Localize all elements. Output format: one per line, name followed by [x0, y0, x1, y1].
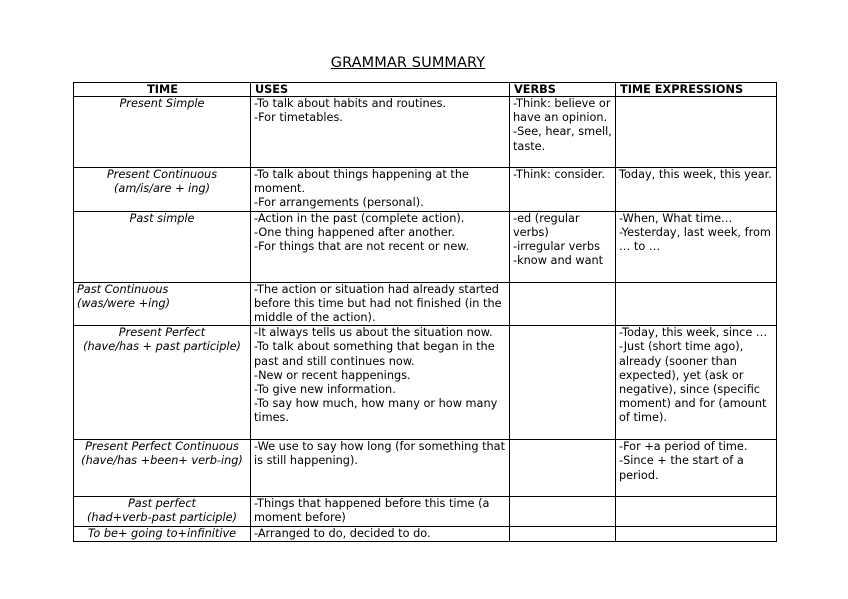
verbs-cell [510, 168, 616, 212]
tense-line: Past Continuous [77, 282, 169, 296]
cell-line: -To talk about things happening at the moment. [254, 168, 469, 196]
cell-line: -Arranged to do, decided to do. [254, 526, 431, 540]
tense-cell [74, 211, 251, 282]
time-expressions-cell [616, 97, 777, 168]
cell-line: -know and want [513, 254, 604, 268]
cell-line: -It always tells us about the situation now. [254, 326, 493, 340]
cell-line: -See, hear, smell, taste. [513, 125, 612, 153]
header-time-expressions: TIME EXPRESSIONS [616, 83, 777, 97]
tense-line: (had+verb-past participle) [87, 511, 237, 525]
uses-cell [251, 440, 510, 497]
time-expressions-cell [616, 282, 777, 326]
table-row [74, 326, 777, 440]
cell-line: -Yesterday, last week, from … to … [619, 225, 771, 254]
cell-line: -Action in the past (complete action). [254, 211, 465, 225]
grammar-table [73, 82, 777, 542]
cell-line: -To say how much, how many or how many times. [254, 397, 498, 425]
cell-line: -Think: believe or have an opinion. [513, 97, 611, 125]
cell-line: -For timetables. [254, 111, 343, 125]
cell-line: -For things that are not recent or new. [254, 240, 470, 254]
tense-line: To be+ going to+infinitive [87, 526, 237, 540]
table-row [74, 440, 777, 497]
verbs-cell [510, 97, 616, 168]
cell-line: -Today, this week, since … [619, 326, 768, 340]
verbs-cell [510, 326, 616, 440]
tense-cell [74, 497, 251, 526]
time-expressions-cell [616, 211, 777, 282]
cell-line: -Since + the start of a period. [619, 454, 744, 482]
tense-line: (was/were +ing) [77, 296, 170, 310]
header-uses: USES [251, 83, 510, 97]
cell-line: -The action or situation had already started before this time but had not finished (in the middle of the action). [254, 282, 502, 325]
table-row [74, 97, 777, 168]
tense-cell [74, 440, 251, 497]
time-expressions-cell [616, 526, 777, 541]
tense-line: (am/is/are + ing) [113, 182, 210, 196]
tense-cell [74, 526, 251, 541]
cell-line: -One thing happened after another. [254, 225, 455, 239]
cell-line: -To talk about habits and routines. [254, 97, 447, 110]
uses-cell [251, 282, 510, 326]
table-row [74, 168, 777, 212]
cell-line: -Just (short time ago), already (sooner than expected), yet (ask or negative), since (specific moment) and for (amount of time). [619, 340, 767, 425]
cell-line: Today, this week, this year. [619, 168, 772, 181]
header-verbs: VERBS [510, 83, 616, 97]
uses-cell [251, 211, 510, 282]
tense-line: Past simple [129, 211, 195, 225]
tense-cell [74, 97, 251, 168]
cell-line: -Think: consider. [513, 168, 605, 181]
time-expressions-cell [616, 440, 777, 497]
cell-line: -For arrangements (personal). [254, 196, 424, 210]
tense-cell [74, 282, 251, 326]
time-expressions-cell [616, 497, 777, 526]
cell-line: -We use to say how long (for something that is still happening). [254, 440, 506, 468]
cell-line: -New or recent happenings. [254, 368, 411, 382]
uses-cell [251, 526, 510, 541]
page-title: GRAMMAR SUMMARY [330, 55, 486, 71]
verbs-cell [510, 497, 616, 526]
cell-line: -For +a period of time. [619, 440, 748, 454]
tense-line: (have/has +been+ verb-ing) [81, 454, 243, 468]
cell-line: -When, What time… [619, 211, 733, 225]
tense-cell [74, 326, 251, 440]
header-row [74, 83, 777, 97]
uses-cell [251, 168, 510, 212]
table-row [74, 497, 777, 526]
verbs-cell [510, 211, 616, 282]
table-row [74, 526, 777, 541]
tense-line: Present Simple [119, 97, 205, 110]
tense-line: Present Continuous [106, 168, 218, 181]
tense-line: Present Perfect [118, 326, 206, 340]
time-expressions-cell [616, 168, 777, 212]
cell-line: -To give new information. [254, 383, 396, 397]
tense-line: (have/has + past participle) [83, 340, 241, 354]
tense-line: Present Perfect Continuous [85, 440, 239, 454]
uses-cell [251, 97, 510, 168]
cell-line: -irregular verbs [513, 240, 600, 254]
tense-cell [74, 168, 251, 212]
uses-cell [251, 326, 510, 440]
verbs-cell [510, 440, 616, 497]
verbs-cell [510, 282, 616, 326]
table-row [74, 211, 777, 282]
tense-line: Past perfect [128, 497, 196, 511]
table-row [74, 282, 777, 326]
verbs-cell [510, 526, 616, 541]
cell-line: -ed (regular verbs) [513, 211, 580, 239]
cell-line: -Things that happened before this time (a moment before) [254, 497, 490, 525]
cell-line: -To talk about something that began in the past and still continues now. [254, 340, 495, 368]
uses-cell [251, 497, 510, 526]
time-expressions-cell [616, 326, 777, 440]
header-time: TIME [74, 83, 251, 97]
